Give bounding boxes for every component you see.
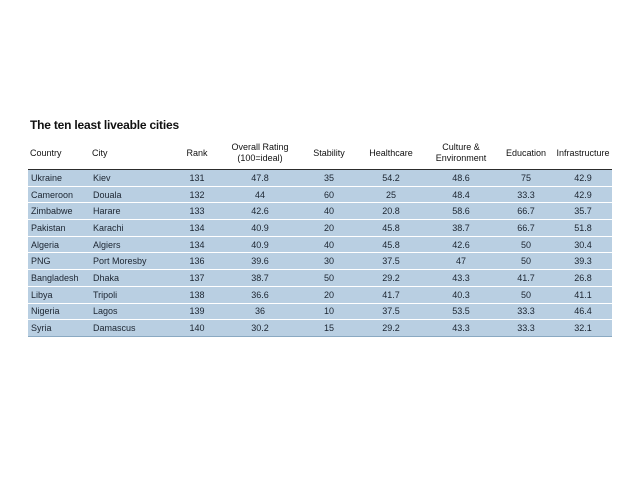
table-cell: 140 [174,320,220,337]
table-cell: Douala [90,186,174,203]
table-cell: Kiev [90,170,174,187]
table-cell: 58.6 [424,203,498,220]
table-row [28,170,612,187]
table-cell: Algiers [90,236,174,253]
table-cell: 51.8 [554,220,612,237]
table-cell: 137 [174,270,220,287]
table-cell: 35.7 [554,203,612,220]
table-cell: 45.8 [358,220,424,237]
table-row [28,203,612,220]
table-cell: 39.6 [220,253,300,270]
table-cell: 20 [300,220,358,237]
table-cell: 38.7 [424,220,498,237]
table-cell: 33.3 [498,320,554,337]
table-cell: 30 [300,253,358,270]
table-cell: 50 [498,236,554,253]
table-cell: 47 [424,253,498,270]
column-header: Culture & Environment [424,137,498,170]
table-cell: PNG [28,253,90,270]
table-cell: 30.4 [554,236,612,253]
liveability-table [28,137,612,337]
column-header: Education [498,137,554,170]
table-cell: 46.4 [554,303,612,320]
table-container [28,118,612,337]
table-cell: Damascus [90,320,174,337]
table-row [28,220,612,237]
table-cell: 40.3 [424,286,498,303]
table-cell: 42.6 [220,203,300,220]
table-cell: Algeria [28,236,90,253]
table-cell: 37.5 [358,253,424,270]
chart-title: The ten least liveable cities [30,118,179,132]
table-cell: 50 [300,270,358,287]
table-cell: 48.6 [424,170,498,187]
table-cell: 40 [300,236,358,253]
table-cell: 50 [498,253,554,270]
column-header: Healthcare [358,137,424,170]
table-cell: 43.3 [424,320,498,337]
table-cell: 40.9 [220,236,300,253]
table-cell: 136 [174,253,220,270]
table-cell: 20 [300,286,358,303]
column-header: City [90,137,174,170]
table-cell: 66.7 [498,220,554,237]
table-cell: 10 [300,303,358,320]
column-header: Overall Rating (100=ideal) [220,137,300,170]
table-cell: 134 [174,236,220,253]
table-cell: 40.9 [220,220,300,237]
table-row [28,286,612,303]
table-cell: 47.8 [220,170,300,187]
table-row [28,186,612,203]
table-cell: 60 [300,186,358,203]
table-cell: 43.3 [424,270,498,287]
table-row [28,303,612,320]
table-cell: 44 [220,186,300,203]
table-cell: 41.7 [498,270,554,287]
table-cell: 36.6 [220,286,300,303]
table-cell: Dhaka [90,270,174,287]
table-cell: Lagos [90,303,174,320]
table-cell: Pakistan [28,220,90,237]
table-cell: Syria [28,320,90,337]
table-cell: 20.8 [358,203,424,220]
table-cell: 35 [300,170,358,187]
table-cell: Karachi [90,220,174,237]
column-header: Country [28,137,90,170]
table-cell: 42.9 [554,186,612,203]
table-cell: 33.3 [498,186,554,203]
table-cell: 75 [498,170,554,187]
table-cell: 41.7 [358,286,424,303]
table-cell: 39.3 [554,253,612,270]
table-cell: Harare [90,203,174,220]
column-header: Rank [174,137,220,170]
table-body [28,170,612,337]
table-cell: 42.6 [424,236,498,253]
table-cell: 48.4 [424,186,498,203]
table-cell: Zimbabwe [28,203,90,220]
table-cell: 36 [220,303,300,320]
table-cell: Port Moresby [90,253,174,270]
table-cell: Nigeria [28,303,90,320]
table-cell: 29.2 [358,320,424,337]
table-cell: 40 [300,203,358,220]
table-cell: 30.2 [220,320,300,337]
table-row [28,270,612,287]
column-header: Stability [300,137,358,170]
table-row [28,253,612,270]
table-cell: 139 [174,303,220,320]
table-cell: Cameroon [28,186,90,203]
table-cell: 131 [174,170,220,187]
column-header: Infrastructure [554,137,612,170]
table-cell: Libya [28,286,90,303]
table-cell: 29.2 [358,270,424,287]
table-cell: 33.3 [498,303,554,320]
table-cell: 32.1 [554,320,612,337]
table-cell: Tripoli [90,286,174,303]
table-cell: 66.7 [498,203,554,220]
table-cell: 53.5 [424,303,498,320]
table-row [28,236,612,253]
table-cell: 37.5 [358,303,424,320]
table-cell: 138 [174,286,220,303]
table-cell: 25 [358,186,424,203]
table-row [28,320,612,337]
table-cell: 38.7 [220,270,300,287]
table-cell: 50 [498,286,554,303]
table-cell: 133 [174,203,220,220]
table-cell: Bangladesh [28,270,90,287]
table-cell: 42.9 [554,170,612,187]
table-cell: 45.8 [358,236,424,253]
table-cell: 134 [174,220,220,237]
header-row [28,137,612,170]
table-cell: 15 [300,320,358,337]
table-cell: 132 [174,186,220,203]
table-cell: Ukraine [28,170,90,187]
table-cell: 41.1 [554,286,612,303]
table-cell: 26.8 [554,270,612,287]
table-cell: 54.2 [358,170,424,187]
